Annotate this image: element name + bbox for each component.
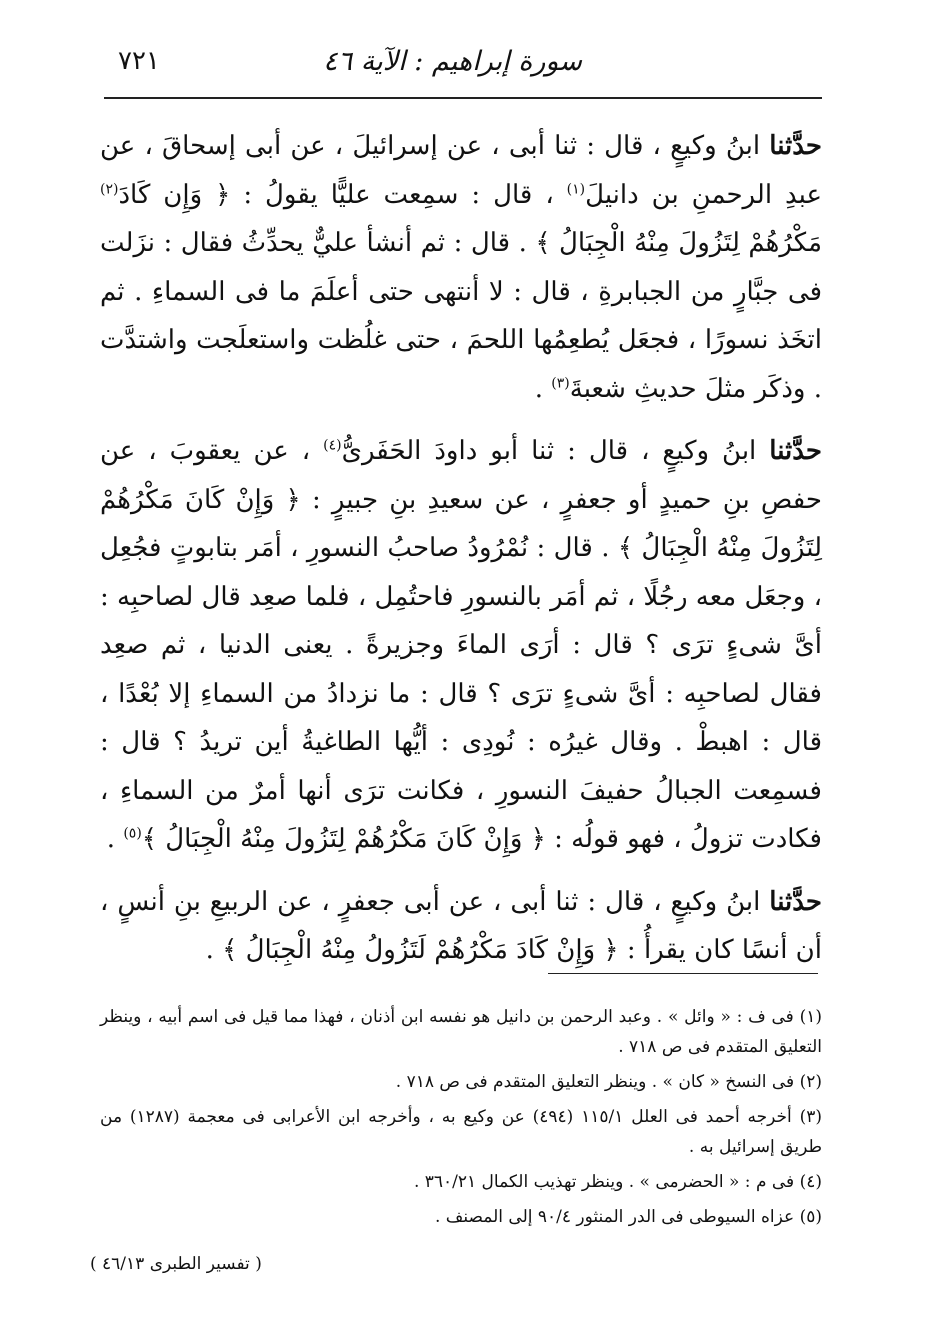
footnote-item: (٣) أخرجه أحمد فى العلل ١١٥/١ (٤٩٤) عن وكيع به ، وأخرجه ابن الأعرابى فى معجمة (١٢٨٧) من طريق إسرائيل به . [100,1107,822,1157]
paragraph-lead: حدَّثنا [769,886,822,917]
paragraph-lead: حدَّثنا [769,436,822,466]
quran-quote: ﴿ وَإِنْ كَادَ مَكْرُهُمْ لَتَزُولُ مِنْهُ الْجِبَالُ ﴾ [222,935,619,965]
footnote-item: (١) فى ف : « وائل » . وعبد الرحمن بن دانيل هو نفسه ابن أذنان ، فهذا مما قيل فى اسم أبيه ، وينظر التعليق المتقدم فى ص ٧١٨ . [100,1007,822,1057]
paragraph-text: . قال : ثم أنشأ عليٌّ يحدِّثُ فقال : نزَلت فى جبَّارٍ من الجبابرةِ ، قال : لا أنتهى حتى أعلَمَ ما فى السماءِ . ثم اتخَذ نسورًا ، فجعَل يُطعِمُها اللحمَ ، حتى غلُظت واستعلَجت واشتدَّت . وذكَر مثلَ حديثِ شعبةَ [100,228,822,404]
footnote-separator [548,973,818,974]
paragraph-text: ، قال : سمِعت عليًّا يقولُ : [230,179,567,210]
page-number: ٧٢١ [118,46,160,76]
paragraph-lead: حدَّثنا [769,131,822,161]
paragraph-text: ابنُ وكيعٍ ، قال : ثنا أبى ، عن أبى جعفرٍ ، عن الربيعِ بنِ أنسٍ ، أن أنسًا كان يقرأُ : [100,886,822,965]
source-reference: ( تفسير الطبرى ٤٦/١٣ ) [90,1254,262,1274]
paragraph-text: . [106,824,124,854]
quran-quote: ﴿ وَإِنْ كَانَ مَكْرُهُمْ لِتَزُولَ مِنْهُ الْجِبَالُ ﴾ [100,484,823,563]
running-title: سورة إبراهيم : الآية ٤٦ [323,46,582,77]
footnote-item: (٤) فى م : « الحضرمى » . وينظر تهذيب الكمال ٣٦٠/٢١ . [413,1172,822,1192]
text-paragraph [100,878,822,975]
text-paragraph [100,122,822,413]
quran-quote: ﴿ وَإِنْ كَانَ مَكْرُهُمْ لِتَزُولَ مِنْهُ الْجِبَالُ ﴾ [141,824,546,854]
footnote-reference: (٥) [123,825,142,842]
paragraph-text: . قال : نُمْرُودُ صاحبُ النسورِ ، أمَر بتابوتٍ فجُعِل ، وجعَل معه رجُلًا ، ثم أمَر بالنسورِ فاحتُمِل ، فلما صعِد قال لصاحبِه : أىَّ شىءٍ ترَى ؟ قال : أرَى الماءَ وجزيرةً . يعنى الدنيا ، ثم صعِد فقال لصاحبِه : أىَّ شىءٍ ترَى ؟ قال : ما نزدادُ من السماءِ إلا بُعْدًا ، قال : اهبطْ . وقال غيرُه : نُودِى : أيُّها الطاغيةُ أين تريدُ ؟ قال : فسمِعت الجبالُ حفيفَ النسورِ ، فكانت ترَى أنها أمرٌ من السماءِ ، فكادت تزولُ ، فهو قولُه : [100,533,822,854]
paragraph-text: . [205,935,223,965]
paragraph-text: ابنُ وكيعٍ ، قال : ثنا أبى ، عن إسرائيلَ ، عن أبى إسحاقَ ، عن عبدِ الرحمنِ بن دانيلَ [100,131,823,210]
paragraph-text: ابنُ وكيعٍ ، قال : ثنا أبو داودَ الحَفَرىُّ [341,436,770,466]
text-paragraph [100,427,822,864]
page-header [100,44,822,94]
footnote-item: (٥) عزاه السيوطى فى الدر المنثور ٩٠/٤ إلى المصنف . [435,1207,822,1227]
footnote-reference: (٣) [551,374,570,391]
footnote-reference: (١) [566,180,586,197]
header-rule [104,97,822,99]
main-text [100,122,822,975]
quran-quote: ﴿ وَإِن كَادَ [118,179,231,210]
paragraph-text: ، عن يعقوبَ ، عن حفصِ بنِ حميدٍ أو جعفرٍ ، عن سعيدِ بنِ جبيرٍ : [100,436,822,515]
footnotes [100,1002,822,1237]
quran-quote: مَكْرُهُمْ لِتَزُولَ مِنْهُ الْجِبَالُ ﴾ [535,228,822,258]
footnote-item: (٢) فى النسخ « كان » . وينظر التعليق المتقدم فى ص ٧١٨ . [395,1072,822,1092]
footnote-reference: (٤) [323,437,342,454]
footnote-reference: (٢) [100,180,119,197]
paragraph-text: . [534,373,552,404]
